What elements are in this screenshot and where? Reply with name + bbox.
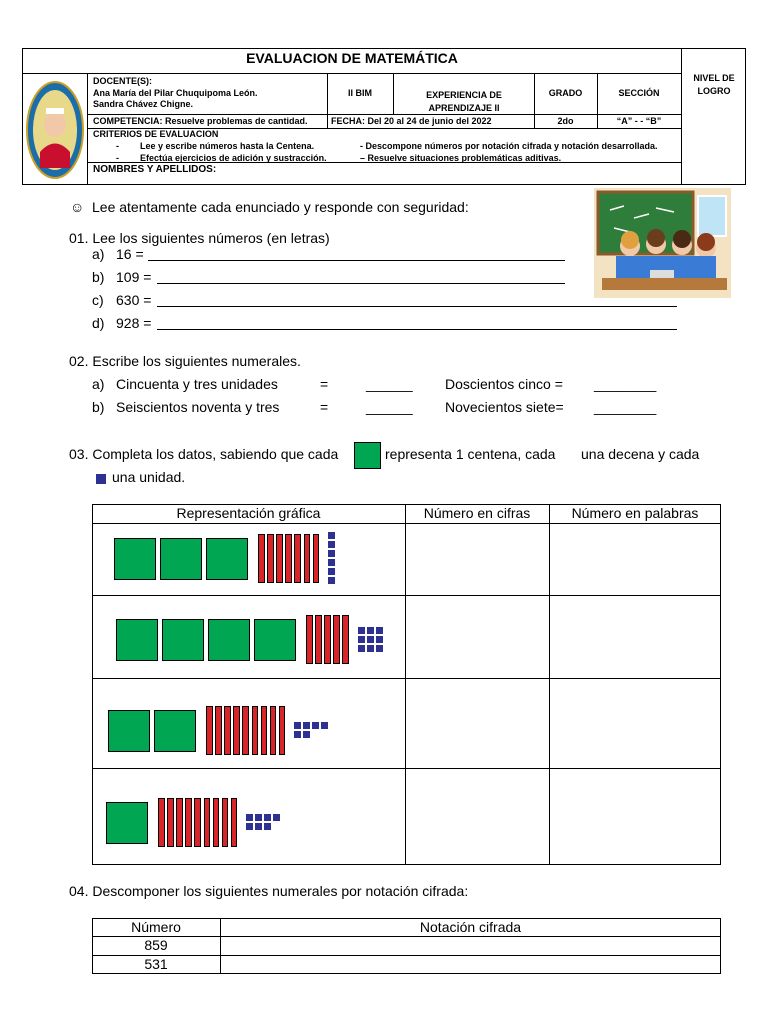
unit-cube xyxy=(294,722,301,729)
ten-rod xyxy=(231,798,238,847)
ten-rod xyxy=(213,798,220,847)
seccion-value: “A” - - “B” xyxy=(616,116,662,126)
answer-line[interactable] xyxy=(157,283,565,284)
ten-rod xyxy=(258,534,265,583)
competencia: COMPETENCIA: Resuelve problemas de cantidad. xyxy=(93,116,308,126)
notation-answer-cell[interactable] xyxy=(221,937,720,955)
ten-rod xyxy=(285,534,292,583)
ten-rod xyxy=(222,798,229,847)
number-in-digits-cell[interactable] xyxy=(406,596,548,677)
q3-header: Representación gráfica xyxy=(176,505,321,521)
unit-cube xyxy=(358,645,365,652)
grado-value: 2do xyxy=(557,116,574,126)
unit-cube xyxy=(246,823,253,830)
hundred-block xyxy=(154,710,196,752)
q1-number: 16 = xyxy=(116,246,144,262)
unit-cube xyxy=(328,568,335,575)
q3-title-c: una decena y cada xyxy=(581,446,700,462)
q1-label: a) xyxy=(92,246,105,262)
unit-cube xyxy=(264,823,271,830)
unit-cube xyxy=(303,731,310,738)
unit-cube xyxy=(367,636,374,643)
q3-title-a: 03. Completa los datos, sabiendo que cada xyxy=(69,446,339,462)
q1-number: 630 = xyxy=(116,292,152,308)
notation-answer-cell[interactable] xyxy=(221,956,720,973)
answer-line[interactable] xyxy=(157,329,677,330)
fecha: FECHA: Del 20 al 24 de junio del 2022 xyxy=(331,116,492,126)
hundred-block xyxy=(108,710,150,752)
school-seal-logo xyxy=(26,80,84,180)
q3-title-d: una unidad. xyxy=(112,469,186,485)
unit-cube xyxy=(376,645,383,652)
grado-label: GRADO xyxy=(548,88,583,98)
hundred-block xyxy=(114,538,156,580)
q2-right-blank[interactable]: ________ xyxy=(594,376,657,392)
criterio-2: - Descompone números por notación cifrada y notación desarrollada. xyxy=(360,141,658,151)
q1-label: b) xyxy=(92,269,105,285)
nombres-label: NOMBRES Y APELLIDOS: xyxy=(93,164,217,175)
ten-rod xyxy=(324,615,331,664)
header-rule xyxy=(87,73,88,185)
unit-cube xyxy=(328,541,335,548)
q2-equals: = xyxy=(320,399,329,415)
criterio-3: Efectúa ejercicios de adición y sustracción. xyxy=(140,153,327,163)
unit-cube xyxy=(255,814,262,821)
header-rule xyxy=(681,48,682,185)
q1-title: 01. Lee los siguientes números (en letras) xyxy=(69,230,330,246)
q4-number: 859 xyxy=(144,937,168,953)
q2-label: b) xyxy=(92,399,105,415)
unit-cube xyxy=(358,627,365,634)
criterio-1: Lee y escribe números hasta la Centena. xyxy=(140,141,315,151)
hundred-block xyxy=(208,619,250,661)
ten-rod xyxy=(267,534,274,583)
number-in-digits-cell[interactable] xyxy=(406,524,548,594)
q2-equals: = xyxy=(320,376,329,392)
q2-blank[interactable]: ______ xyxy=(366,399,413,415)
header-rule xyxy=(327,73,328,128)
header-rule xyxy=(87,114,682,115)
unit-cube xyxy=(303,722,310,729)
answer-line[interactable] xyxy=(148,260,565,261)
ten-rod xyxy=(342,615,349,664)
ten-rod xyxy=(242,706,249,755)
number-in-digits-cell[interactable] xyxy=(406,769,548,864)
number-in-words-cell[interactable] xyxy=(550,596,720,677)
unit-cube xyxy=(358,636,365,643)
hundred-block xyxy=(106,802,148,844)
docente-1: Ana María del Pilar Chuquipoma León. xyxy=(93,88,258,98)
q2-text: Cincuenta y tres unidades xyxy=(116,376,278,392)
q2-right-text: Doscientos cinco = xyxy=(445,376,563,392)
ten-rod xyxy=(294,534,301,583)
unit-cube xyxy=(328,577,335,584)
q2-title: 02. Escribe los siguientes numerales. xyxy=(69,353,301,369)
hundred-block xyxy=(206,538,248,580)
q1-number: 928 = xyxy=(116,315,152,331)
unit-cube xyxy=(376,627,383,634)
q4-header: Notación cifrada xyxy=(419,919,522,935)
hundred-block xyxy=(162,619,204,661)
q1-label: d) xyxy=(92,315,105,331)
hundred-block xyxy=(254,619,296,661)
experiencia-label: EXPERIENCIA DE APRENDIZAJE II xyxy=(426,90,502,113)
ten-rod xyxy=(176,798,183,847)
seccion-label: SECCIÓN xyxy=(618,88,660,98)
ten-rod xyxy=(204,798,211,847)
bim-label: II BIM xyxy=(348,88,372,98)
unit-cube-legend-icon xyxy=(96,474,106,484)
answer-line[interactable] xyxy=(157,306,677,307)
unit-cube xyxy=(273,814,280,821)
ten-rod xyxy=(185,798,192,847)
q4-header: Número xyxy=(131,919,181,935)
ten-rod xyxy=(194,798,201,847)
q3-header: Número en cifras xyxy=(423,505,531,521)
ten-rod xyxy=(167,798,174,847)
unit-cube xyxy=(294,731,301,738)
header-rule xyxy=(22,73,682,74)
bullet: - xyxy=(116,141,119,151)
ten-rod xyxy=(224,706,231,755)
ten-rod xyxy=(304,534,311,583)
ten-rod xyxy=(333,615,340,664)
nivel-logro-label: NIVEL DE LOGRO xyxy=(693,73,735,96)
unit-cube xyxy=(376,636,383,643)
ten-rod xyxy=(306,615,313,664)
ten-rod xyxy=(215,706,222,755)
number-in-words-cell[interactable] xyxy=(550,769,720,864)
ten-rod xyxy=(279,706,286,755)
number-in-digits-cell[interactable] xyxy=(406,679,548,767)
q2-right-text: Novecientos siete= xyxy=(445,399,564,415)
ten-rod xyxy=(206,706,213,755)
unit-cube xyxy=(312,722,319,729)
q2-right-blank[interactable]: ________ xyxy=(594,399,657,415)
hundred-block-legend-icon xyxy=(354,442,381,469)
criterios-label: CRITERIOS DE EVALUACION xyxy=(93,129,219,139)
unit-cube xyxy=(328,532,335,539)
unit-cube xyxy=(264,814,271,821)
hundred-block xyxy=(116,619,158,661)
unit-cube xyxy=(367,645,374,652)
q2-text: Seiscientos noventa y tres xyxy=(116,399,280,415)
q2-label: a) xyxy=(92,376,105,392)
q4-number: 531 xyxy=(144,956,168,972)
number-in-words-cell[interactable] xyxy=(550,524,720,594)
unit-cube xyxy=(328,550,335,557)
ten-rod xyxy=(315,615,322,664)
ten-rod xyxy=(158,798,165,847)
unit-cube xyxy=(255,823,262,830)
q1-number: 109 = xyxy=(116,269,152,285)
unit-cube xyxy=(367,627,374,634)
unit-cube xyxy=(246,814,253,821)
instruction-text: Lee atentamente cada enunciado y responde con seguridad: xyxy=(92,199,469,215)
ten-rod xyxy=(313,534,320,583)
smiley-icon: ☺ xyxy=(70,199,85,215)
number-in-words-cell[interactable] xyxy=(550,679,720,767)
classroom-illustration xyxy=(594,188,731,298)
ten-rod xyxy=(233,706,240,755)
ten-rod xyxy=(270,706,277,755)
ten-rod xyxy=(261,706,268,755)
docente-2: Sandra Chávez Chigne. xyxy=(93,99,194,109)
unit-cube xyxy=(328,559,335,566)
hundred-block xyxy=(160,538,202,580)
docente-label: DOCENTE(S): xyxy=(93,76,152,86)
ten-rod xyxy=(276,534,283,583)
page-title: EVALUACION DE MATEMÁTICA xyxy=(246,50,458,66)
q4-title: 04. Descomponer los siguientes numerales por notación cifrada: xyxy=(69,883,469,899)
q1-label: c) xyxy=(92,292,104,308)
ten-rod xyxy=(252,706,259,755)
unit-cube xyxy=(321,722,328,729)
header-rule xyxy=(393,73,394,114)
q3-title-b: representa 1 centena, cada xyxy=(385,446,556,462)
criterio-4: – Resuelve situaciones problemáticas aditivas. xyxy=(360,153,562,163)
bullet: - xyxy=(116,153,119,163)
q2-blank[interactable]: ______ xyxy=(366,376,413,392)
q3-header: Número en palabras xyxy=(571,505,699,521)
